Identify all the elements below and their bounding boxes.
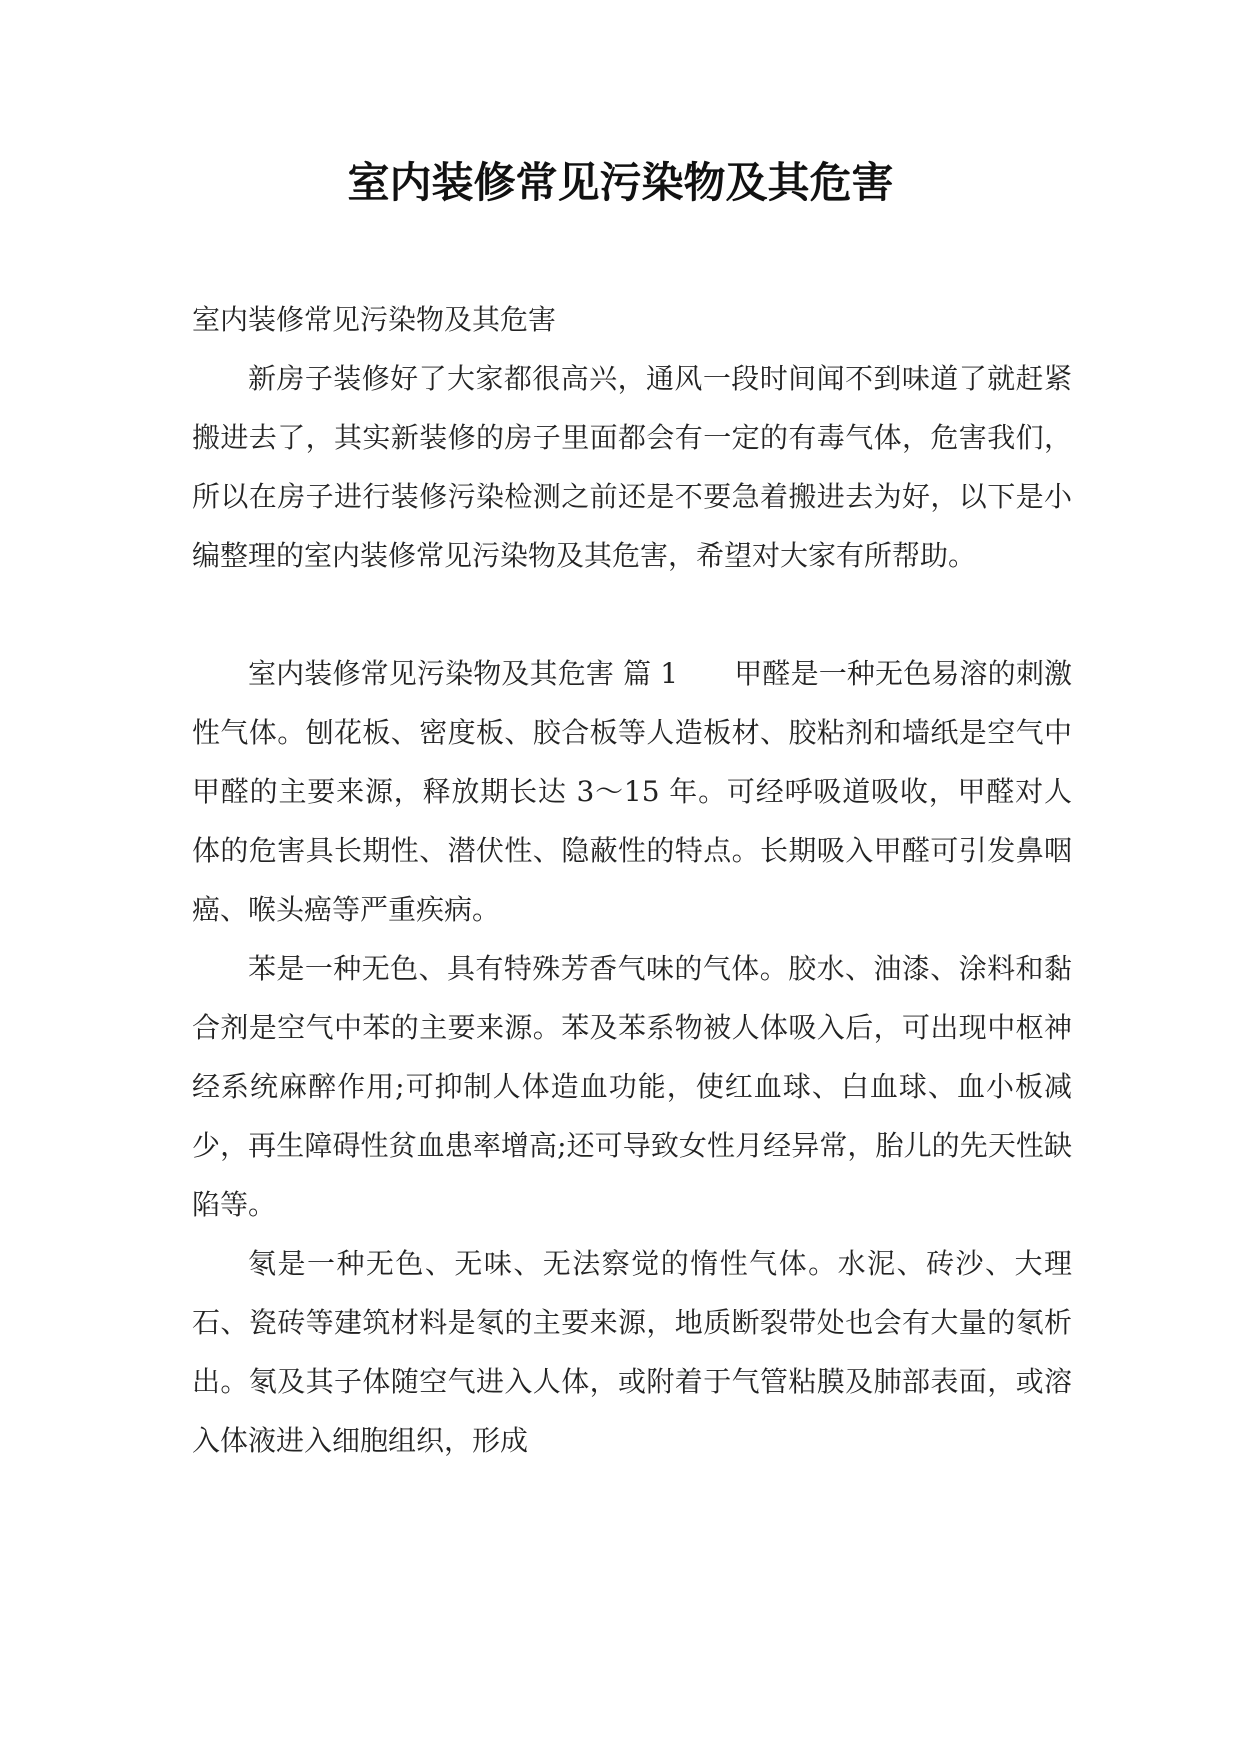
intro-paragraph: 新房子装修好了大家都很高兴，通风一段时间闻不到味道了就赶紧搬进去了，其实新装修的房子里面都会有一定的有毒气体，危害我们，所以在房子进行装修污染检测之前还是不要急着搬进去为好，以下是小编整理的室内装修常见污染物及其危害，希望对大家有所帮助。 [192,362,1072,572]
benzene-paragraph: 苯是一种无色、具有特殊芳香气味的气体。胶水、油漆、涂料和黏合剂是空气中苯的主要来源。苯及苯系物被人体吸入后，可出现中枢神经系统麻醉作用;可抑制人体造血功能，使红血球、白血球、血小板减少，再生障碍性贫血患率增高;还可导致女性月经异常，胎儿的先天性缺陷等。 [192,952,1072,1221]
section-paragraph [192,644,1072,939]
paragraph-gap [192,585,1072,644]
formaldehyde-paragraph: 甲醛是一种无色易溶的刺激性气体。刨花板、密度板、胶合板等人造板材、胶粘剂和墙纸是空气中甲醛的主要来源，释放期长达 3～15 年。可经呼吸道吸收，甲醛对人体的危害具长期性、潜伏性、隐蔽性的特点。长期吸入甲醛可引发鼻咽癌、喉头癌等严重疾病。 [192,657,1072,926]
document-title: 室内装修常见污染物及其危害 [347,158,894,207]
radon-paragraph: 氡是一种无色、无味、无法察觉的惰性气体。水泥、砖沙、大理石、瓷砖等建筑材料是氡的主要来源，地质断裂带处也会有大量的氡析出。氡及其子体随空气进入人体，或附着于气管粘膜及肺部表面，或溶入体液进入细胞组织，形成 [192,1247,1072,1457]
section-heading: 室内装修常见污染物及其危害 篇 1 [248,657,679,690]
document-subtitle: 室内装修常见污染物及其危害 [192,303,557,336]
document-body [192,290,1072,1470]
